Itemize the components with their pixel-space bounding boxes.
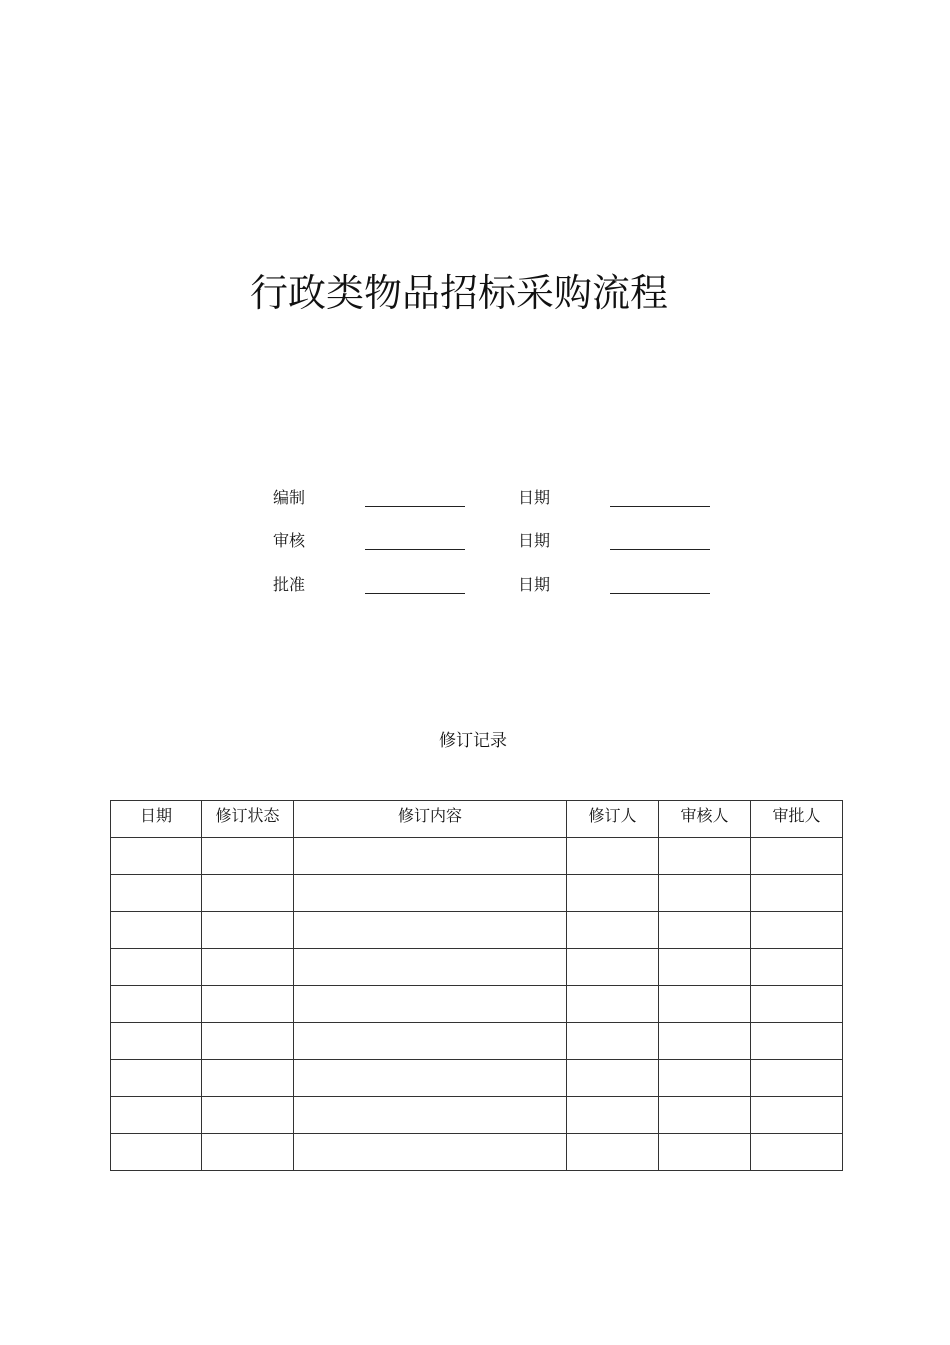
table-cell: [659, 986, 751, 1023]
revision-title: 修订记录: [439, 731, 507, 751]
table-cell: [567, 912, 659, 949]
table-cell: [294, 1023, 567, 1060]
table-row: [111, 1060, 843, 1097]
header-approver: 审批人: [751, 801, 843, 838]
table-cell: [567, 949, 659, 986]
revision-header-row: [111, 801, 843, 838]
table-cell: [294, 1134, 567, 1171]
table-cell: [659, 949, 751, 986]
signoff-date-line: [610, 549, 710, 550]
table-row: [111, 912, 843, 949]
revision-table: [110, 800, 843, 1171]
table-cell: [751, 838, 843, 875]
table-cell: [202, 912, 294, 949]
table-cell: [751, 949, 843, 986]
table-cell: [659, 1134, 751, 1171]
table-cell: [202, 1060, 294, 1097]
table-cell: [111, 838, 202, 875]
table-cell: [202, 949, 294, 986]
table-cell: [111, 1023, 202, 1060]
table-cell: [294, 1060, 567, 1097]
table-cell: [111, 912, 202, 949]
table-cell: [111, 1134, 202, 1171]
table-cell: [567, 1097, 659, 1134]
table-cell: [111, 875, 202, 912]
signoff-date-label: 日期: [518, 488, 551, 507]
table-cell: [751, 986, 843, 1023]
table-cell: [751, 1023, 843, 1060]
table-row: [111, 838, 843, 875]
table-cell: [202, 875, 294, 912]
table-cell: [659, 1097, 751, 1134]
table-cell: [567, 838, 659, 875]
table-cell: [659, 1060, 751, 1097]
table-cell: [567, 1023, 659, 1060]
table-cell: [111, 1097, 202, 1134]
table-row: [111, 1134, 843, 1171]
table-cell: [202, 986, 294, 1023]
table-row: [111, 1097, 843, 1134]
table-cell: [294, 1097, 567, 1134]
signoff-line-review: [365, 549, 465, 550]
table-cell: [202, 838, 294, 875]
signoff-date-label: 日期: [518, 531, 551, 550]
table-cell: [294, 875, 567, 912]
table-cell: [751, 1060, 843, 1097]
document-title: 行政类物品招标采购流程: [249, 271, 668, 315]
table-cell: [294, 838, 567, 875]
table-cell: [751, 1097, 843, 1134]
table-cell: [567, 1134, 659, 1171]
table-row: [111, 986, 843, 1023]
header-content: 修订内容: [294, 801, 567, 838]
table-cell: [111, 949, 202, 986]
header-status: 修订状态: [202, 801, 294, 838]
signoff-line-compile: [365, 506, 465, 507]
table-cell: [111, 986, 202, 1023]
table-row: [111, 875, 843, 912]
table-cell: [567, 1060, 659, 1097]
signoff-date-label: 日期: [518, 575, 551, 594]
table-cell: [751, 1134, 843, 1171]
table-cell: [659, 1023, 751, 1060]
table-cell: [751, 912, 843, 949]
table-cell: [202, 1134, 294, 1171]
table-cell: [751, 875, 843, 912]
signoff-label-review: 审核: [273, 531, 306, 550]
table-cell: [294, 912, 567, 949]
table-row: [111, 1023, 843, 1060]
table-row: [111, 949, 843, 986]
table-cell: [202, 1023, 294, 1060]
signoff-label-compile: 编制: [273, 488, 306, 507]
signoff-label-approve: 批准: [273, 575, 306, 594]
table-cell: [567, 986, 659, 1023]
table-cell: [659, 912, 751, 949]
header-reviewer: 审核人: [659, 801, 751, 838]
signoff-date-line: [610, 593, 710, 594]
table-cell: [294, 986, 567, 1023]
table-cell: [659, 838, 751, 875]
table-cell: [202, 1097, 294, 1134]
header-reviser: 修订人: [567, 801, 659, 838]
signoff-line-approve: [365, 593, 465, 594]
signoff-date-line: [610, 506, 710, 507]
table-cell: [294, 949, 567, 986]
table-cell: [659, 875, 751, 912]
table-cell: [567, 875, 659, 912]
table-cell: [111, 1060, 202, 1097]
header-date: 日期: [111, 801, 202, 838]
